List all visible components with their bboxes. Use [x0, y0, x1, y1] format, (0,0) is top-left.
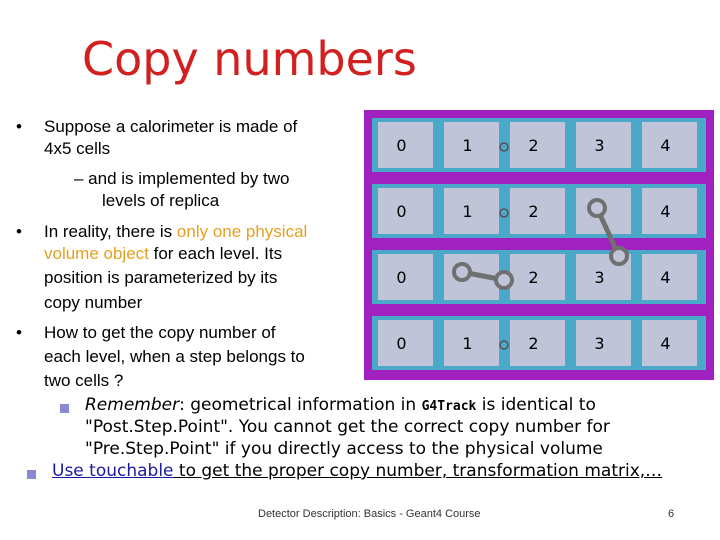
cell-label: 2 — [528, 202, 539, 221]
remember-line-1: Remember: geometrical information in G4Track is identical to — [85, 395, 596, 415]
bullet-1-line-1: Suppose a calorimeter is made of — [44, 117, 298, 136]
cell-label: 2 — [528, 136, 539, 155]
step-point-circle — [454, 264, 470, 280]
cell-label: 3 — [594, 136, 605, 155]
bullet-3-line-1: How to get the copy number of — [44, 323, 276, 342]
square-bullet-icon — [27, 466, 36, 484]
cell-label: 1 — [462, 334, 473, 353]
page-title: Copy numbers — [82, 32, 417, 86]
step-point-circle — [611, 248, 627, 264]
square-bullet-icon — [60, 400, 69, 418]
bullet-1-line-2: 4x5 cells — [44, 139, 111, 158]
remember-line-3: "Pre.Step.Point" if you directly access to the physical volume — [85, 439, 603, 459]
cell-label: 0 — [396, 268, 407, 287]
bullet-2-marker: • — [16, 222, 22, 241]
bullet-1-marker: • — [16, 117, 22, 136]
cell-label: 1 — [462, 136, 473, 155]
cell-label: 4 — [660, 268, 671, 287]
footer-page-number: 6 — [668, 508, 675, 520]
cell-label: 4 — [660, 136, 671, 155]
cell-label: 3 — [594, 334, 605, 353]
remember-line-2: "Post.Step.Point". You cannot get the correct copy number for — [85, 417, 610, 437]
cell-label: 0 — [396, 334, 407, 353]
bullet-3-line-3: two cells ? — [44, 371, 124, 390]
cell-label: 1 — [462, 202, 473, 221]
sub-bullet-line-2: levels of replica — [102, 191, 220, 210]
use-touchable-link[interactable]: Use touchable — [52, 461, 174, 481]
bullet-3-line-2: each level, when a step belongs to — [44, 347, 305, 366]
cell-label: 2 — [528, 334, 539, 353]
cell-label: 4 — [660, 202, 671, 221]
footer-course: Detector Description: Basics - Geant4 Course — [258, 508, 481, 520]
bullet-2-line-1: In reality, there is only one physical — [44, 222, 308, 241]
step-point-circle — [496, 272, 512, 288]
step-point-circle — [589, 200, 605, 216]
cell-label: 2 — [528, 268, 539, 287]
cell-label: 0 — [396, 136, 407, 155]
bullet-3-marker: • — [16, 323, 22, 342]
calorimeter-grid — [364, 110, 714, 380]
bullet-2-line-3: position is parameterized by its — [44, 268, 278, 287]
cell-label: 0 — [396, 202, 407, 221]
cell-label: 3 — [594, 268, 605, 287]
bullet-2-line-2: volume object for each level. Its — [44, 244, 283, 263]
bullet-2-line-4: copy number — [44, 293, 143, 312]
use-touchable-line: Use touchable to get the proper copy number, transformation matrix,… — [52, 461, 663, 481]
sub-bullet-line-1: – and is implemented by two — [74, 169, 290, 188]
cell-label: 4 — [660, 334, 671, 353]
